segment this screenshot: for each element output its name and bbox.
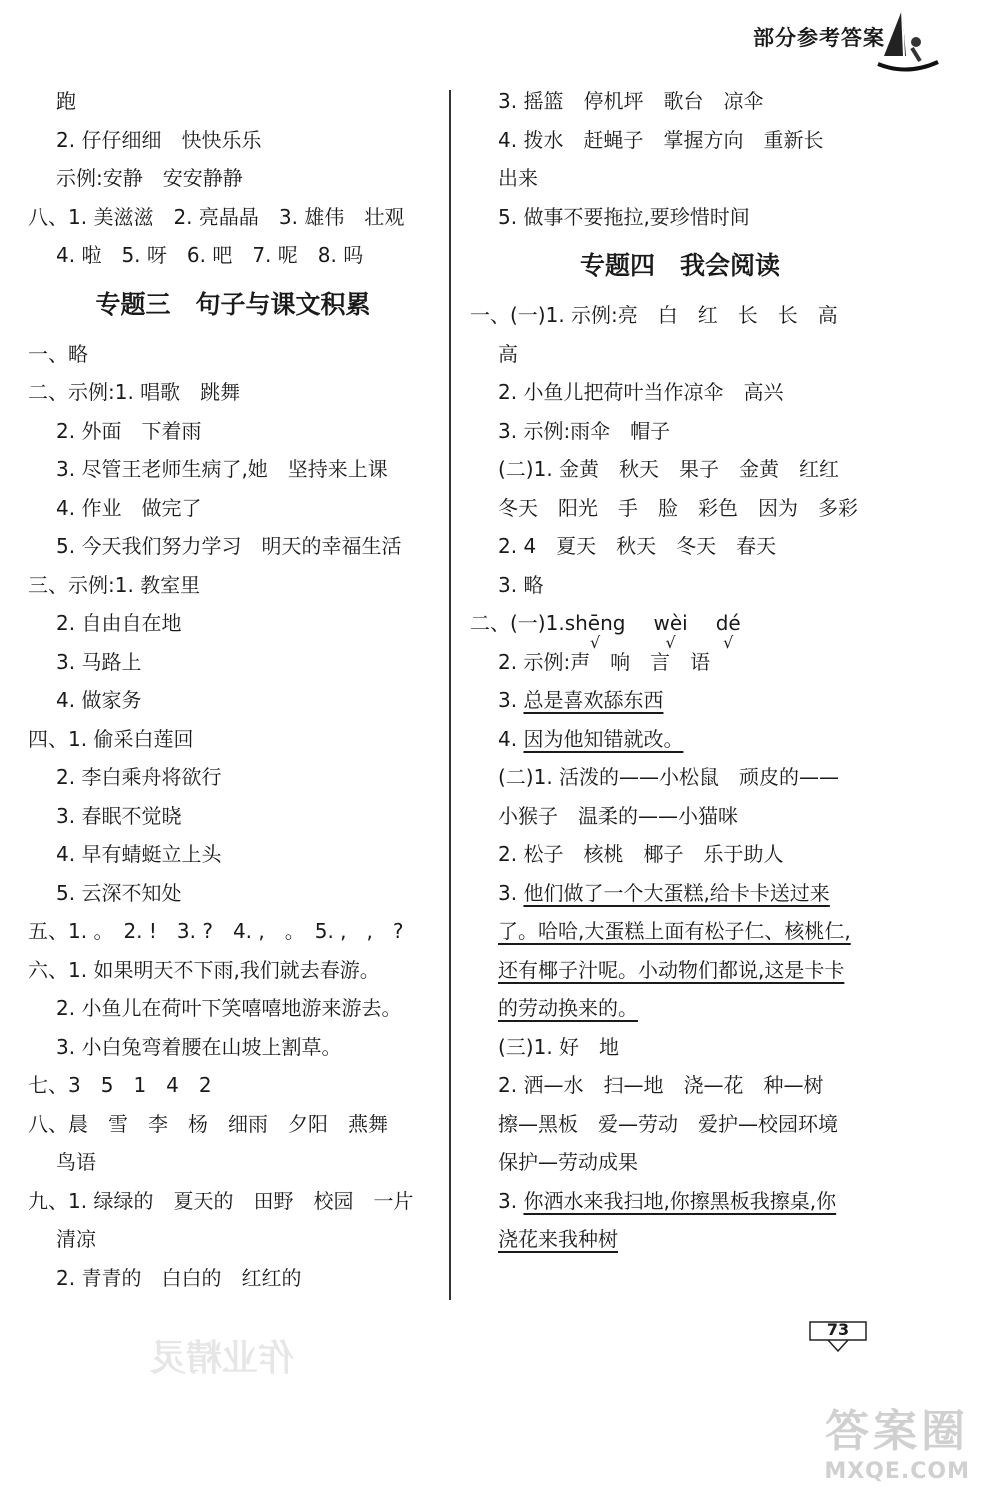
pinyin-text: dé bbox=[715, 611, 741, 635]
answer-line: 三、示例:1. 教室里 bbox=[28, 572, 201, 597]
answer-line bbox=[470, 1105, 890, 1144]
check-mark-icon: √ bbox=[589, 633, 601, 652]
answer-text: 2. 松子 核桃 椰子 乐于助人 bbox=[498, 842, 784, 866]
answer-prefix: 4. bbox=[498, 726, 524, 751]
answer-text: 2. 洒—水 扫—地 浇—花 种—树 bbox=[498, 1073, 824, 1097]
answer-text: 声 响 言 语 bbox=[570, 649, 711, 674]
underlined-answer: 你洒水来我扫地,你擦黑板我擦桌,你 bbox=[523, 1188, 837, 1213]
answer-line: 一、略 bbox=[28, 341, 88, 366]
answer-line: 3. 春眠不觉晓 bbox=[56, 803, 182, 828]
answer-line: 跑 bbox=[56, 89, 76, 113]
answer-line: 七、3 5 1 4 2 bbox=[28, 1073, 212, 1097]
answer-line: 4. 啦 5. 呀 6. 吧 7. 呢 8. 吗 bbox=[56, 243, 364, 267]
answer-line: 2. 小鱼儿把荷叶当作凉伞 高兴 bbox=[498, 380, 784, 404]
answer-line bbox=[470, 797, 890, 836]
pinyin-answer-line bbox=[470, 604, 890, 652]
watermark-text: 作业精灵 bbox=[150, 1338, 295, 1379]
answer-line: 3. 马路上 bbox=[56, 649, 142, 674]
underlined-answer: 浇花来我种树 bbox=[498, 1227, 618, 1251]
answer-line: 冬天 阳光 手 脸 彩色 因为 多彩 bbox=[498, 495, 858, 520]
answer-text: 保护—劳动成果 bbox=[498, 1150, 638, 1174]
answer-line: 2. 李白乘舟将欲行 bbox=[56, 765, 222, 789]
answer-line: 4. 早有蜻蜓立上头 bbox=[56, 842, 222, 866]
column-divider bbox=[449, 90, 451, 1300]
pinyin-option bbox=[715, 604, 741, 652]
answer-line: 鸟语 bbox=[56, 1150, 96, 1174]
answer-line: 示例:安静 安安静静 bbox=[56, 166, 243, 190]
answer-line bbox=[470, 1028, 890, 1067]
page-number: 73 bbox=[808, 1318, 868, 1344]
answer-prefix: 3. bbox=[498, 688, 524, 712]
answer-text: 擦—黑板 爱—劳动 爱护—校园环境 bbox=[498, 1111, 838, 1136]
answer-line: 八、晨 雪 李 杨 细雨 夕阳 燕舞 bbox=[28, 1111, 388, 1136]
answer-line bbox=[470, 1220, 890, 1259]
left-column bbox=[28, 82, 438, 1297]
answer-line: 2. 外面 下着雨 bbox=[56, 418, 202, 443]
answer-line: 5. 做事不要拖拉,要珍惜时间 bbox=[498, 204, 750, 229]
answer-line: 六、1. 如果明天不下雨,我们就去春游。 bbox=[28, 957, 380, 982]
answer-line bbox=[470, 912, 890, 951]
answer-line bbox=[470, 1182, 890, 1221]
answer-line: 3. 小白兔弯着腰在山坡上割草。 bbox=[56, 1034, 342, 1059]
answer-line bbox=[470, 1066, 890, 1105]
underlined-answer: 的劳动换来的。 bbox=[498, 996, 638, 1020]
answer-line: 4. 作业 做完了 bbox=[56, 495, 202, 520]
answer-line: 2. 小鱼儿在荷叶下笑嘻嘻地游来游去。 bbox=[56, 996, 402, 1020]
answer-line: 2. 仔仔细细 快快乐乐 bbox=[56, 127, 262, 152]
answer-line: 2. 自由自在地 bbox=[56, 611, 182, 635]
answer-line: 八、1. 美滋滋 2. 亮晶晶 3. 雄伟 壮观 bbox=[28, 204, 405, 229]
answer-line: 2. 4 夏天 秋天 冬天 春天 bbox=[498, 534, 777, 558]
answer-line bbox=[470, 874, 890, 913]
answer-prefix: 3. bbox=[498, 880, 524, 905]
answer-line bbox=[470, 1143, 890, 1182]
answer-text: (二)1. 活泼的——小松鼠 顽皮的—— bbox=[498, 765, 840, 789]
answer-text: 小猴子 温柔的——小猫咪 bbox=[498, 803, 738, 828]
answer-line: 4. 拨水 赶蝇子 掌握方向 重新长 bbox=[498, 127, 824, 152]
check-mark-icon: √ bbox=[723, 633, 734, 652]
section-title-3: 专题三 句子与课文积累 bbox=[95, 289, 371, 319]
pinyin-option bbox=[653, 604, 688, 652]
answer-line bbox=[470, 951, 890, 990]
answer-line bbox=[470, 643, 890, 682]
pinyin-option bbox=[564, 604, 626, 652]
underlined-answer: 还有椰子汁呢。小动物们都说,这是卡卡 bbox=[498, 957, 845, 982]
section-title-4: 专题四 我会阅读 bbox=[579, 251, 780, 280]
underlined-answer: 因为他知错就改。 bbox=[523, 726, 684, 751]
pinyin-prefix: 二、(一)1. bbox=[470, 611, 565, 635]
check-mark-icon: √ bbox=[665, 633, 676, 652]
watermark-logo: 答案圈 MXQE.COM bbox=[824, 1406, 970, 1484]
answer-line bbox=[470, 681, 890, 720]
answer-line: (二)1. 金黄 秋天 果子 金黄 红红 bbox=[498, 457, 840, 481]
answer-line: 清凉 bbox=[56, 1227, 96, 1251]
pinyin-text: shēng bbox=[564, 611, 626, 635]
answer-prefix: 2. 示例: bbox=[498, 649, 571, 674]
underlined-answer: 他们做了一个大蛋糕,给卡卡送过来 bbox=[523, 880, 830, 905]
answer-line: 五、1. 。 2. ! 3. ? 4. , 。 5. , , ? bbox=[28, 919, 404, 943]
answer-line: 5. 云深不知处 bbox=[56, 880, 182, 905]
answer-line: 九、1. 绿绿的 夏天的 田野 校园 一片 bbox=[28, 1188, 414, 1213]
answer-line: 一、(一)1. 示例:亮 白 红 长 长 高 bbox=[470, 303, 838, 327]
header-title: 部分参考答案 bbox=[753, 26, 885, 50]
answer-line: 2. 青青的 白白的 红红的 bbox=[56, 1265, 302, 1290]
pinyin-text: wèi bbox=[653, 611, 688, 635]
answer-line: 3. 摇篮 停机坪 歌台 凉伞 bbox=[498, 89, 764, 113]
answer-line: 高 bbox=[498, 341, 518, 366]
answer-line: 5. 今天我们努力学习 明天的幸福生活 bbox=[56, 534, 402, 558]
answer-line: 出来 bbox=[498, 166, 538, 190]
right-column bbox=[470, 82, 890, 1259]
answer-line: 3. 示例:雨伞 帽子 bbox=[498, 418, 671, 443]
answer-line bbox=[470, 989, 890, 1028]
answer-line bbox=[470, 835, 890, 874]
answer-line: 二、示例:1. 唱歌 跳舞 bbox=[28, 380, 241, 404]
answer-prefix: 3. bbox=[498, 1188, 524, 1213]
underlined-answer: 了。哈哈,大蛋糕上面有松子仁、核桃仁, bbox=[498, 919, 851, 943]
answer-line: 3. 尽管王老师生病了,她 坚持来上课 bbox=[56, 457, 388, 481]
answer-line bbox=[470, 720, 890, 759]
answer-text: (三)1. 好 地 bbox=[498, 1034, 620, 1059]
answer-line: 四、1. 偷采白莲回 bbox=[28, 726, 194, 751]
underlined-answer: 总是喜欢舔东西 bbox=[523, 688, 664, 712]
answer-line: 4. 做家务 bbox=[56, 688, 142, 712]
answer-line bbox=[470, 758, 890, 797]
answer-line: 3. 略 bbox=[498, 572, 544, 597]
